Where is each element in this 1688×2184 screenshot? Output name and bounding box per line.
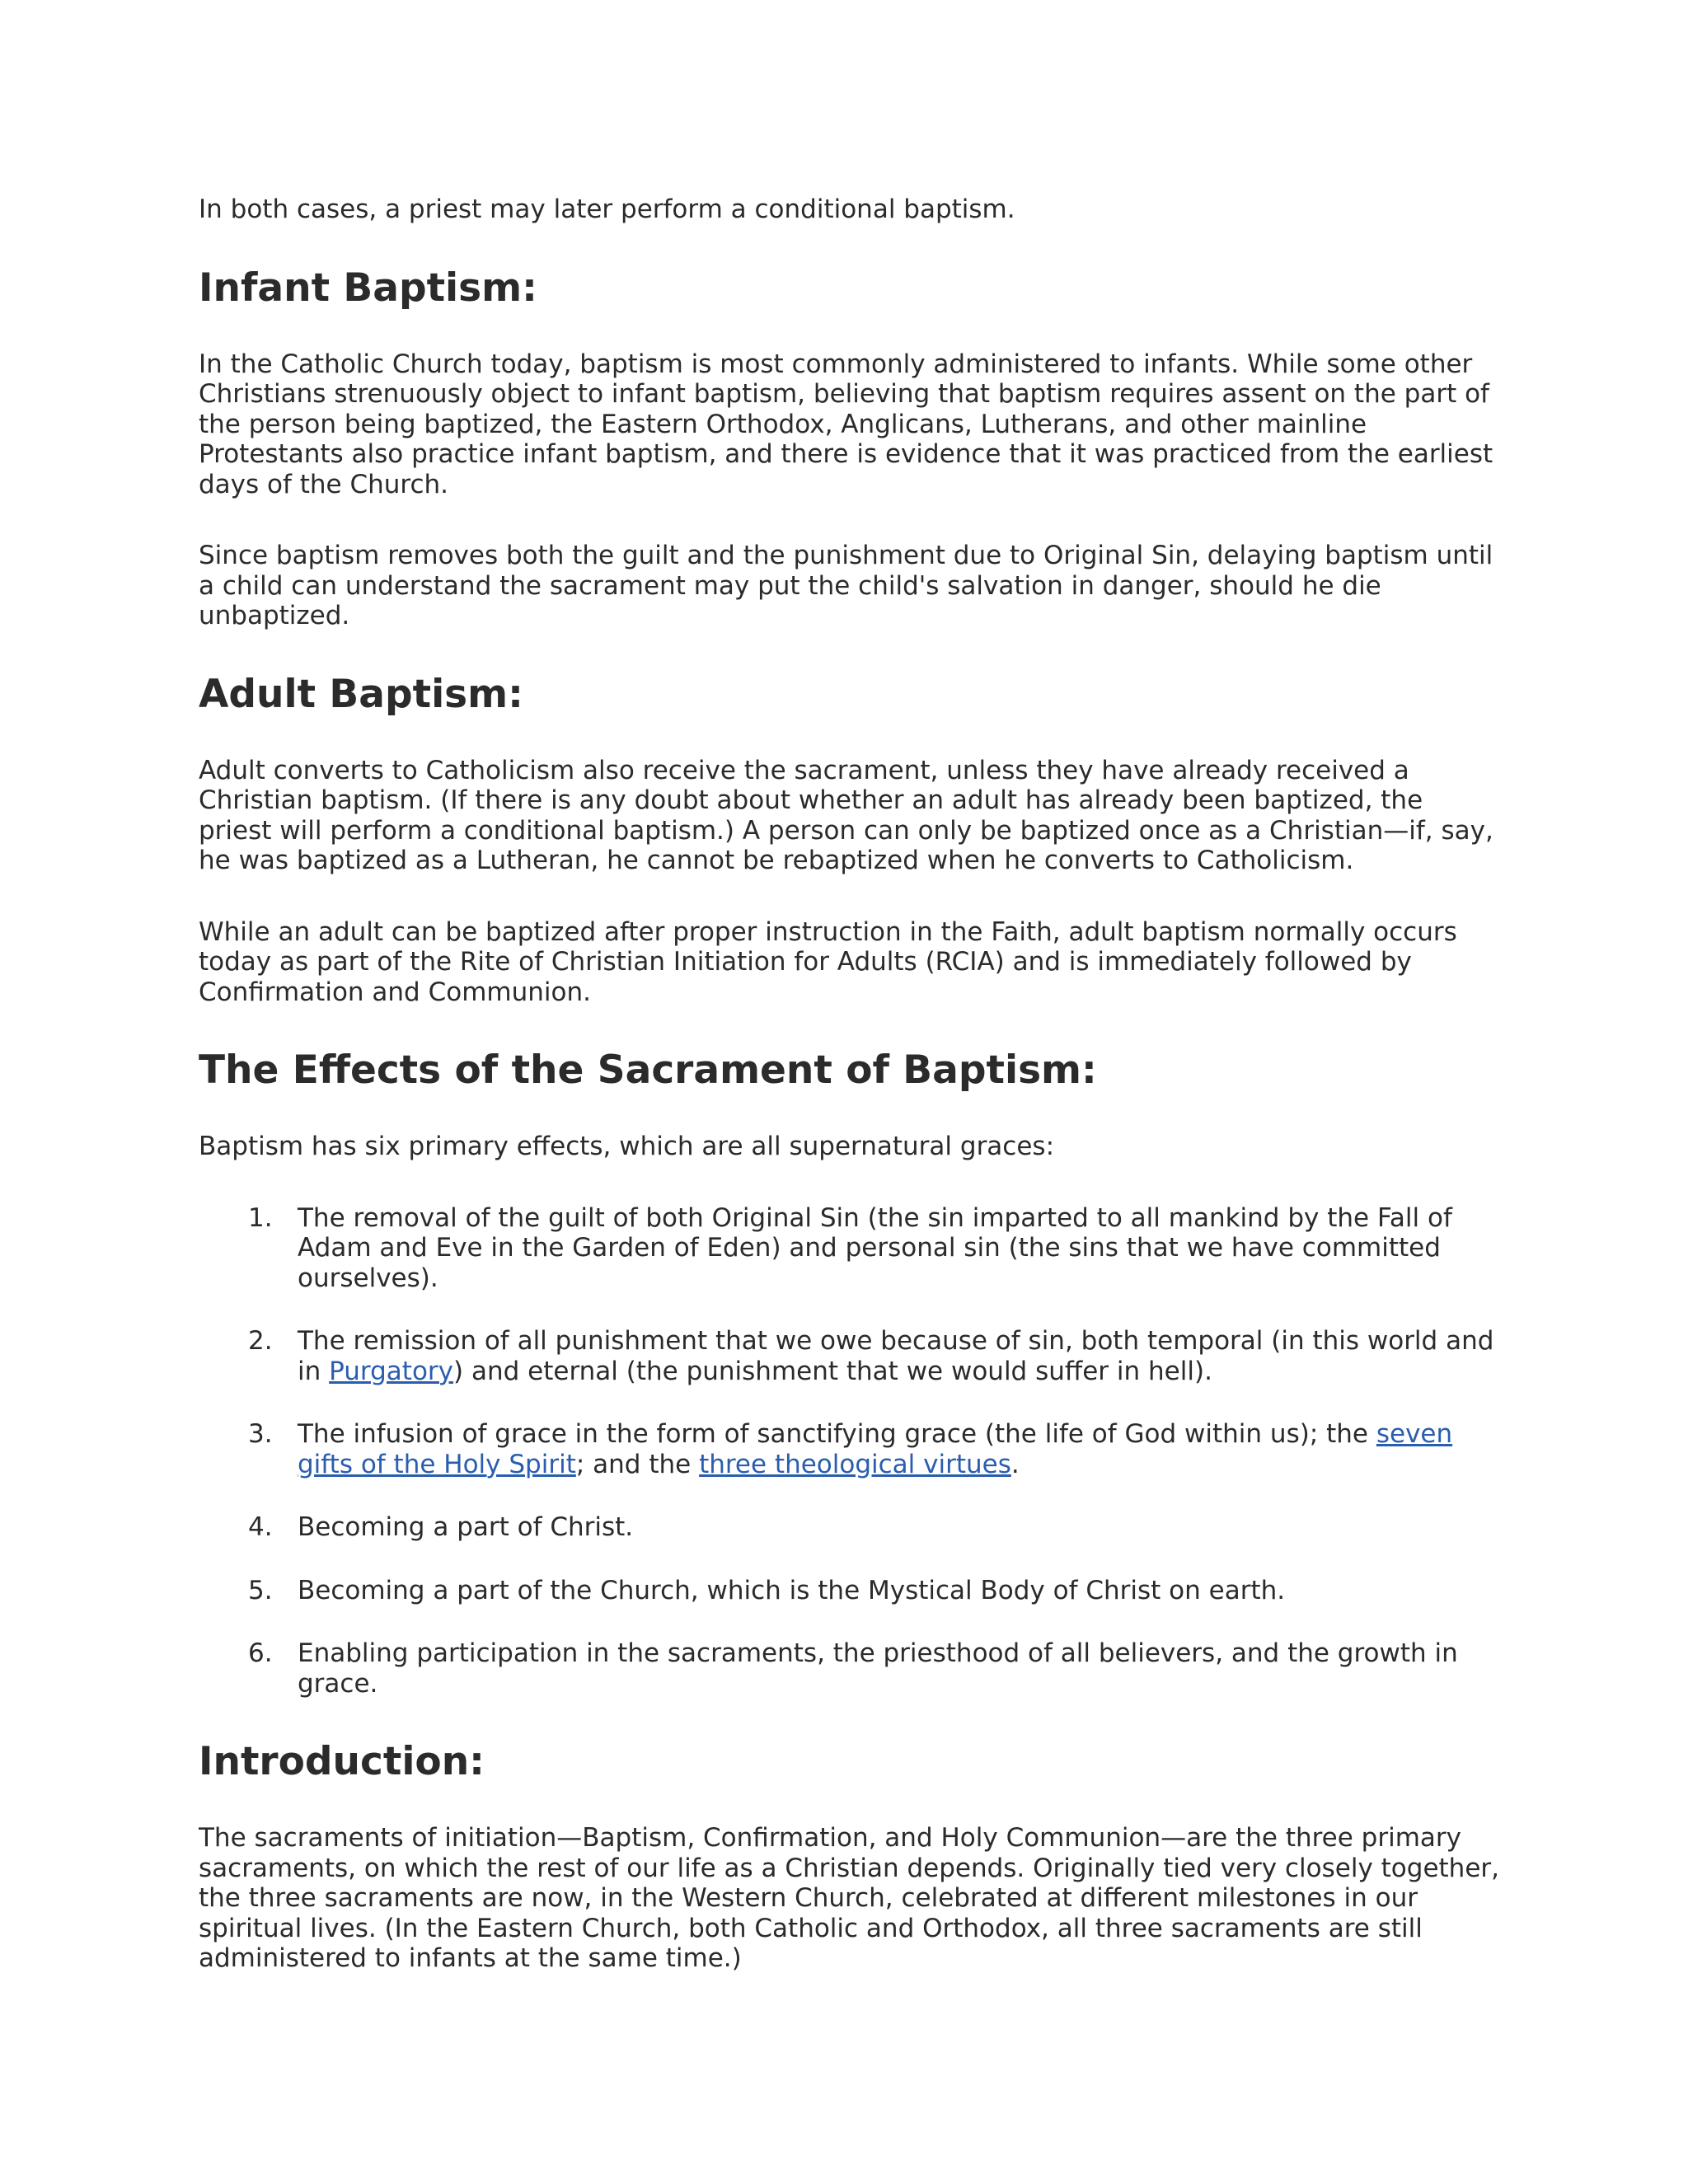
- list-item-text: Becoming a part of the Church, which is the Mystical Body of Christ on earth.: [298, 1575, 1286, 1605]
- list-item-text-post: ) and eternal (the punishment that we would suffer in hell).: [453, 1356, 1212, 1386]
- list-item-text-mid: ; and the: [575, 1449, 700, 1479]
- heading-effects: The Effects of the Sacrament of Baptism:: [199, 1047, 1097, 1093]
- heading-adult-baptism: Adult Baptism:: [199, 671, 523, 717]
- paragraph-infant-2: Since baptism removes both the guilt and the punishment due to Original Sin, delaying baptism until a child can understand the sacrament may put the child's salvation in danger, should he die unbaptized.: [199, 541, 1493, 630]
- paragraph-effects-lead: Baptism has six primary effects, which are all supernatural graces:: [199, 1132, 1055, 1161]
- heading-infant-baptism: Infant Baptism:: [199, 265, 537, 311]
- purgatory-link[interactable]: Purgatory: [329, 1356, 454, 1386]
- seven-gifts-link[interactable]: seven gifts of the Holy Spirit: [298, 1419, 1453, 1479]
- list-number: 3.: [248, 1419, 273, 1449]
- list-item: [199, 1512, 1501, 1543]
- list-item-text: Becoming a part of Christ.: [298, 1512, 634, 1542]
- list-number: 2.: [248, 1326, 273, 1356]
- list-item: [199, 1638, 1501, 1699]
- list-item-text-pre: The remission of all punishment that we owe because of sin, both temporal (in this world and in: [298, 1326, 1494, 1386]
- paragraph-adult-2: While an adult can be baptized after proper instruction in the Faith, adult baptism normally occurs today as part of the Rite of Christian Initiation for Adults (RCIA) and is immediately followed by Confirmation and Communion.: [199, 916, 1457, 1007]
- list-item-text-post: .: [1010, 1449, 1020, 1479]
- heading-introduction: Introduction:: [199, 1739, 485, 1784]
- document-page: [199, 194, 1501, 1974]
- list-item: [199, 1419, 1501, 1479]
- paragraph-introduction: The sacraments of initiation—Baptism, Confirmation, and Holy Communion—are the three primary sacraments, on which the rest of our life as a Christian depends. Originally tied very closely together, the three sacraments are now, in the Western Church, celebrated at different milestones in our spiritual lives. (In the Eastern Church, both Catholic and Orthodox, all three sacraments are still administered to infants at the same time.): [199, 1823, 1499, 1973]
- list-item: [199, 1576, 1501, 1606]
- theological-virtues-link[interactable]: three theological virtues: [699, 1449, 1011, 1479]
- list-item: [199, 1326, 1501, 1386]
- paragraph-adult-1: Adult converts to Catholicism also receive the sacrament, unless they have already received a Christian baptism. (If there is any doubt about whether an adult has already been baptized, the priest will perform a conditional baptism.) A person can only be baptized once as a Christian—if, say, he was baptized as a Lutheran, he cannot be rebaptized when he converts to Catholicism.: [199, 755, 1493, 875]
- paragraph-infant-1: In the Catholic Church today, baptism is most commonly administered to infants. While some other Christians strenuously object to infant baptism, believing that baptism requires assent on the part of the person being baptized, the Eastern Orthodox, Anglicans, Lutherans, and other mainline Protestants also practice infant baptism, and there is evidence that it was practiced from the earliest days of the Church.: [199, 349, 1493, 499]
- list-item-text-pre: The infusion of grace in the form of sanctifying grace (the life of God within us); the: [298, 1419, 1376, 1449]
- list-number: 5.: [248, 1575, 273, 1605]
- intro-line: In both cases, a priest may later perform a conditional baptism.: [199, 194, 1015, 224]
- effects-list: [199, 1203, 1501, 1699]
- list-number: 6.: [248, 1638, 273, 1668]
- list-number: 1.: [248, 1202, 273, 1233]
- list-number: 4.: [248, 1512, 273, 1542]
- list-item-text: The removal of the guilt of both Original Sin (the sin imparted to all mankind by the Fall of Adam and Eve in the Garden of Eden) and personal sin (the sins that we have committed ourselves).: [298, 1202, 1452, 1293]
- list-item: [199, 1203, 1501, 1294]
- list-item-text: Enabling participation in the sacraments, the priesthood of all believers, and the growth in grace.: [298, 1638, 1458, 1699]
